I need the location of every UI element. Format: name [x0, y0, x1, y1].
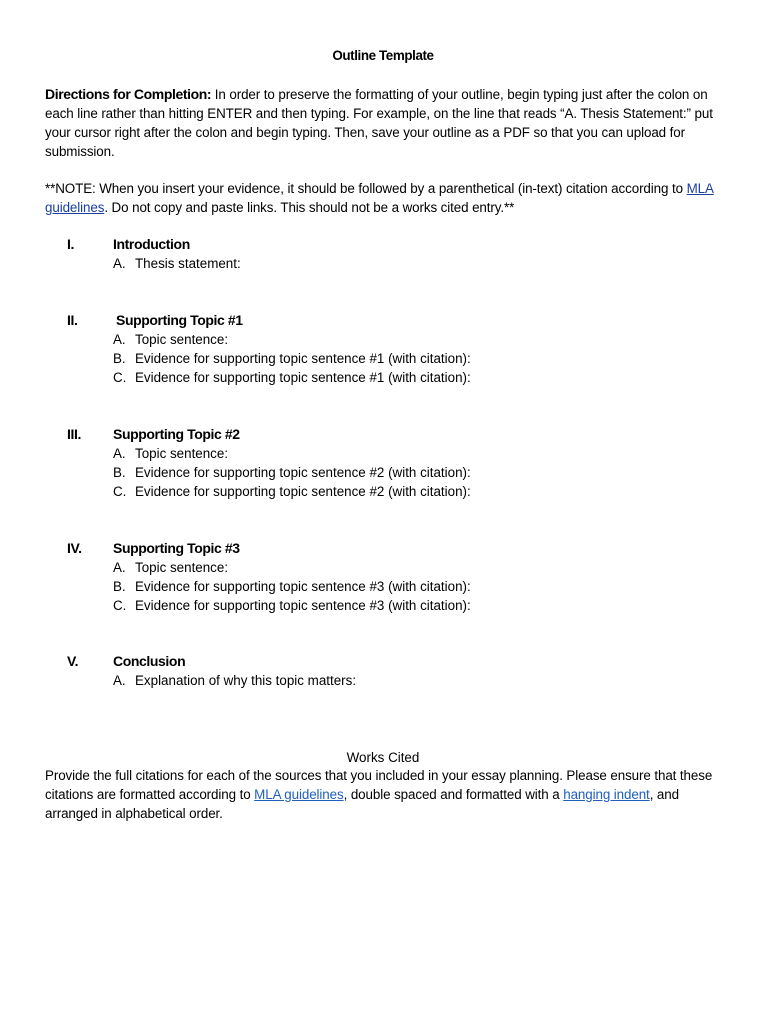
works-cited-text-middle: , double spaced and formatted with a: [343, 787, 564, 802]
section-numeral: II.: [67, 312, 78, 328]
section-heading: Supporting Topic #3: [113, 540, 240, 556]
works-cited-text-before: Provide the full citations for each of the sources that you included in your essay planning. Please ensure that these citations are formatted according to: [45, 768, 713, 802]
item-marker: C.: [113, 598, 127, 613]
item-marker: C.: [113, 370, 127, 385]
item-marker: B.: [113, 465, 126, 480]
item-marker: B.: [113, 351, 126, 366]
outline-item: [113, 349, 713, 368]
section-numeral: IV.: [67, 540, 82, 556]
item-text: Evidence for supporting topic sentence #1 (with citation):: [135, 351, 471, 366]
document-page: [45, 0, 725, 1024]
item-marker: A.: [113, 332, 126, 347]
item-text: Topic sentence:: [135, 446, 229, 461]
outline-item: [113, 463, 713, 482]
outline-item: [113, 577, 713, 596]
item-text: Topic sentence:: [135, 332, 229, 347]
section-item-list: [113, 444, 713, 501]
item-text: Evidence for supporting topic sentence #2 (with citation):: [135, 465, 471, 480]
item-marker: A.: [113, 560, 126, 575]
item-marker: A.: [113, 256, 126, 271]
note-mla-guidelines-link[interactable]: MLA guidelines: [45, 181, 714, 215]
section-numeral: III.: [67, 426, 81, 442]
item-text: Thesis statement:: [135, 256, 241, 271]
outline-item: [113, 482, 713, 501]
hanging-indent-link[interactable]: hanging indent: [563, 787, 650, 802]
section-heading: Conclusion: [113, 653, 186, 669]
item-text: Evidence for supporting topic sentence #3 (with citation):: [135, 579, 471, 594]
section-item-list: [113, 558, 713, 615]
works-cited-mla-guidelines-link[interactable]: MLA guidelines: [254, 787, 344, 802]
directions-label: Directions for Completion:: [45, 86, 212, 102]
works-cited-text-after: , and arranged in alphabetical order.: [45, 787, 679, 821]
note-text-after: . Do not copy and paste links. This should not be a works cited entry.**: [104, 200, 515, 215]
works-cited-paragraph: [45, 766, 725, 823]
item-marker: A.: [113, 673, 126, 688]
section-heading: Introduction: [113, 236, 190, 252]
item-marker: A.: [113, 446, 126, 461]
section-heading: Supporting Topic #2: [113, 426, 240, 442]
outline-item: [113, 444, 713, 463]
item-text: Explanation of why this topic matters:: [135, 673, 357, 688]
section-item-list: [113, 671, 713, 690]
item-marker: B.: [113, 579, 126, 594]
item-text: Evidence for supporting topic sentence #2 (with citation):: [135, 484, 471, 499]
section-item-list: [113, 254, 713, 273]
outline-item: [113, 558, 713, 577]
directions-paragraph: [45, 85, 725, 161]
item-text: Evidence for supporting topic sentence #3 (with citation):: [135, 598, 471, 613]
item-text: Topic sentence:: [135, 560, 229, 575]
item-text: Evidence for supporting topic sentence #1 (with citation):: [135, 370, 471, 385]
outline-item: [113, 671, 713, 690]
outline-item: [113, 330, 713, 349]
section-heading: Supporting Topic #1: [116, 312, 243, 328]
outline-item: [113, 596, 713, 615]
item-marker: C.: [113, 484, 127, 499]
outline-item: [113, 254, 713, 273]
outline-item: [113, 368, 713, 387]
note-paragraph: [45, 179, 725, 217]
directions-text: In order to preserve the formatting of your outline, begin typing just after the colon on each line rather than hitting ENTER and then typing. For example, on the line that reads “A. Thesis Statement:” put your cursor right after the colon and begin typing. Then, save your outline as a PDF so that you can upload for submission.: [45, 87, 713, 159]
document-title: Outline Template: [332, 48, 434, 63]
note-text-before: **NOTE: When you insert your evidence, it should be followed by a parenthetical (in-text) citation according to: [45, 181, 687, 196]
section-numeral: I.: [67, 236, 74, 252]
section-numeral: V.: [67, 653, 79, 669]
section-item-list: [113, 330, 713, 387]
works-cited-title: Works Cited: [346, 750, 420, 765]
